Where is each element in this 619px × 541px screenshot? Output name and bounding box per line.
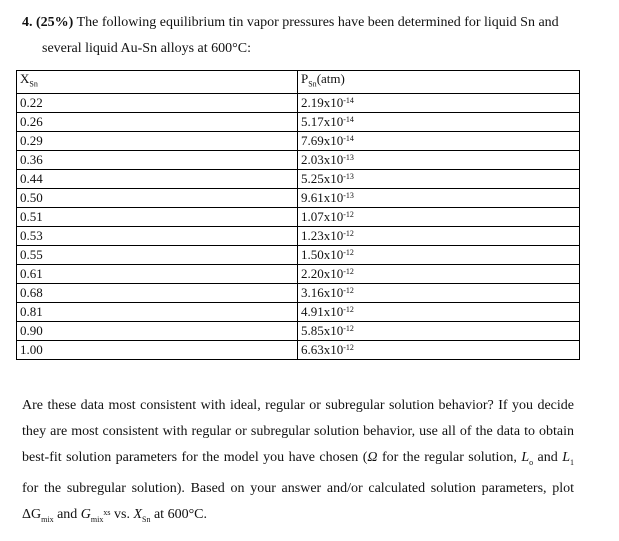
mole-fraction-cell: 1.00 bbox=[17, 340, 298, 359]
question-header bbox=[22, 10, 607, 62]
table-row bbox=[17, 112, 580, 131]
table-row bbox=[17, 131, 580, 150]
table-row bbox=[17, 264, 580, 283]
table-row bbox=[17, 93, 580, 112]
mole-fraction-cell: 0.22 bbox=[17, 93, 298, 112]
mole-fraction-cell: 0.68 bbox=[17, 283, 298, 302]
table-row bbox=[17, 321, 580, 340]
vapor-pressure-cell: $2.03x10^{-13}$ bbox=[298, 150, 580, 169]
header-mole-fraction: $X_{Sn}$ bbox=[17, 71, 298, 94]
vapor-pressure-cell: $2.19x10^{-14}$ bbox=[298, 93, 580, 112]
table-row bbox=[17, 226, 580, 245]
vapor-pressure-table bbox=[16, 70, 580, 360]
mole-fraction-cell: 0.26 bbox=[17, 112, 298, 131]
vapor-pressure-cell: $5.25x10^{-13}$ bbox=[298, 169, 580, 188]
vapor-pressure-cell: $6.63x10^{-12}$ bbox=[298, 340, 580, 359]
table-row bbox=[17, 207, 580, 226]
table-row bbox=[17, 150, 580, 169]
mole-fraction-cell: 0.61 bbox=[17, 264, 298, 283]
vapor-pressure-cell: $5.17x10^{-14}$ bbox=[298, 112, 580, 131]
vapor-pressure-cell: $2.20x10^{-12}$ bbox=[298, 264, 580, 283]
mole-fraction-cell: 0.44 bbox=[17, 169, 298, 188]
table-row bbox=[17, 283, 580, 302]
mole-fraction-cell: 0.36 bbox=[17, 150, 298, 169]
mole-fraction-cell: 0.81 bbox=[17, 302, 298, 321]
question-text-line1: The following equilibrium tin vapor pressures have been determined for liquid Sn and bbox=[76, 15, 559, 30]
table-header-row bbox=[17, 71, 580, 94]
question-number: 4. bbox=[22, 15, 33, 30]
vapor-pressure-cell: $5.85x10^{-12}$ bbox=[298, 321, 580, 340]
instructions-paragraph: Are these data most consistent with ideal, regular or subregular solution behavior? If you decide they are most consistent with regular or subregular solution behavior, use all of the data to obtain best-fit solution parameters for the model you have chosen (Ω for the regular solution, $L_o$ and $L_1$ for the subregular solution). Based on your answer and/or calculated solution parameters, plot $\Delta G_{mix}$ and $G_{mix}^{xs}$ vs. $X_{Sn}$ at 600°C. bbox=[22, 398, 574, 524]
table-row bbox=[17, 302, 580, 321]
table-row bbox=[17, 169, 580, 188]
question-text-line2: several liquid Au-Sn alloys at 600°C: bbox=[42, 41, 251, 56]
question-weight: (25%) bbox=[36, 15, 74, 30]
header-vapor-pressure: $P_{Sn}(atm)$ bbox=[298, 71, 580, 94]
mole-fraction-cell: 0.29 bbox=[17, 131, 298, 150]
mole-fraction-cell: 0.55 bbox=[17, 245, 298, 264]
mole-fraction-cell: 0.50 bbox=[17, 188, 298, 207]
mole-fraction-cell: 0.51 bbox=[17, 207, 298, 226]
mole-fraction-cell: 0.90 bbox=[17, 321, 298, 340]
vapor-pressure-cell: $1.23x10^{-12}$ bbox=[298, 226, 580, 245]
vapor-pressure-cell: $9.61x10^{-13}$ bbox=[298, 188, 580, 207]
table-row bbox=[17, 245, 580, 264]
table-row bbox=[17, 188, 580, 207]
vapor-pressure-cell: $4.91x10^{-12}$ bbox=[298, 302, 580, 321]
vapor-pressure-cell: $3.16x10^{-12}$ bbox=[298, 283, 580, 302]
vapor-pressure-cell: $1.07x10^{-12}$ bbox=[298, 207, 580, 226]
vapor-pressure-cell: $7.69x10^{-14}$ bbox=[298, 131, 580, 150]
vapor-pressure-cell: $1.50x10^{-12}$ bbox=[298, 245, 580, 264]
mole-fraction-cell: 0.53 bbox=[17, 226, 298, 245]
omega-symbol: Ω bbox=[367, 450, 378, 465]
table-row bbox=[17, 340, 580, 359]
